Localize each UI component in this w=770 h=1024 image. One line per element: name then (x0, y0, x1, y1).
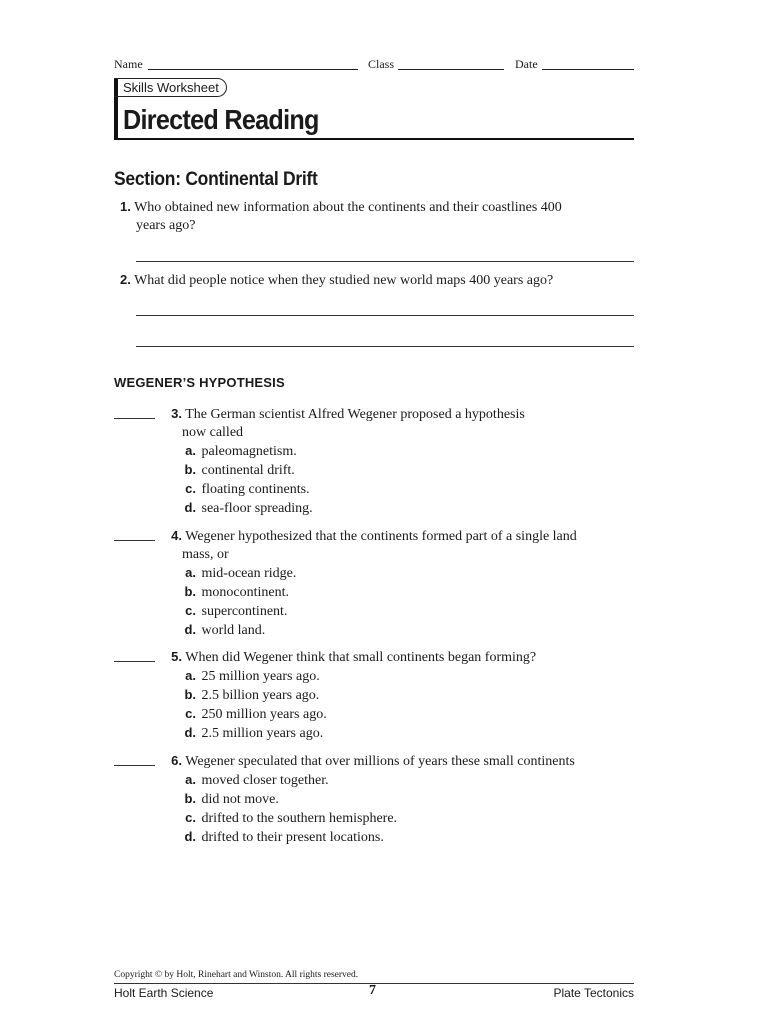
question-text: Who obtained new information about the continents and their coastlines 400 (134, 200, 562, 215)
question-number: 4. (171, 528, 182, 543)
answer-blank-4[interactable] (114, 540, 155, 541)
answer-blank-3[interactable] (114, 418, 155, 419)
option-d: d. sea-floor spreading. (184, 500, 313, 516)
question-stem-cont: mass, or (182, 547, 229, 562)
question-text: What did people notice when they studied new world maps 400 years ago? (134, 273, 554, 288)
question-number: 5. (171, 649, 182, 664)
answer-line-1[interactable] (136, 261, 634, 262)
subsection-heading: WEGENER’S HYPOTHESIS (114, 375, 285, 390)
option-b: b. continental drift. (184, 462, 295, 478)
date-field[interactable] (542, 69, 634, 70)
date-label: Date (515, 57, 538, 71)
option-d: d. world land. (184, 622, 266, 638)
class-label: Class (368, 57, 395, 71)
question-stem: When did Wegener think that small continents began forming? (185, 650, 537, 665)
question-number: 6. (171, 753, 182, 768)
question-stem: Wegener hypothesized that the continents formed part of a single land (185, 529, 577, 544)
option-c: c. floating continents. (185, 481, 310, 497)
name-field[interactable] (148, 69, 358, 70)
question-2 (120, 271, 630, 290)
option-a: a. 25 million years ago. (185, 668, 320, 684)
copyright-notice: Copyright © by Holt, Rinehart and Winston. All rights reserved. (114, 970, 359, 980)
footer-chapter-title: Plate Tectonics (553, 986, 634, 1000)
option-a: a. mid-ocean ridge. (185, 565, 297, 581)
answer-line-2a[interactable] (136, 315, 634, 316)
worksheet-tag: Skills Worksheet (114, 78, 227, 97)
question-5 (165, 648, 645, 743)
option-c: c. supercontinent. (185, 603, 288, 619)
footer-book-title: Holt Earth Science (114, 986, 214, 1000)
option-b: b. 2.5 billion years ago. (184, 687, 320, 703)
question-number: 3. (171, 406, 182, 421)
class-field[interactable] (398, 69, 504, 70)
question-number: 1. (120, 199, 131, 214)
answer-line-2b[interactable] (136, 346, 634, 347)
answer-blank-5[interactable] (114, 661, 155, 662)
question-stem-cont: now called (182, 425, 244, 440)
question-4 (165, 527, 645, 640)
question-stem: Wegener speculated that over millions of years these small continents (185, 754, 575, 769)
option-b: b. monocontinent. (184, 584, 289, 600)
page-number: 7 (369, 983, 376, 998)
option-a: a. moved closer together. (185, 772, 329, 788)
option-a: a. paleomagnetism. (185, 443, 297, 459)
option-d: d. drifted to their present locations. (184, 829, 384, 845)
question-6 (165, 752, 645, 847)
answer-blank-6[interactable] (114, 765, 155, 766)
question-stem: The German scientist Alfred Wegener proposed a hypothesis (185, 407, 525, 422)
question-number: 2. (120, 272, 131, 287)
section-title: Section: Continental Drift (114, 169, 318, 190)
option-c: c. 250 million years ago. (185, 706, 327, 722)
question-3 (165, 405, 645, 518)
option-b: b. did not move. (184, 791, 279, 807)
question-text-cont: years ago? (136, 218, 196, 233)
title-divider (118, 138, 634, 140)
name-label: Name (114, 57, 143, 71)
option-d: d. 2.5 million years ago. (184, 725, 324, 741)
question-1 (120, 198, 630, 235)
page-title: Directed Reading (123, 104, 319, 135)
option-c: c. drifted to the southern hemisphere. (185, 810, 398, 826)
